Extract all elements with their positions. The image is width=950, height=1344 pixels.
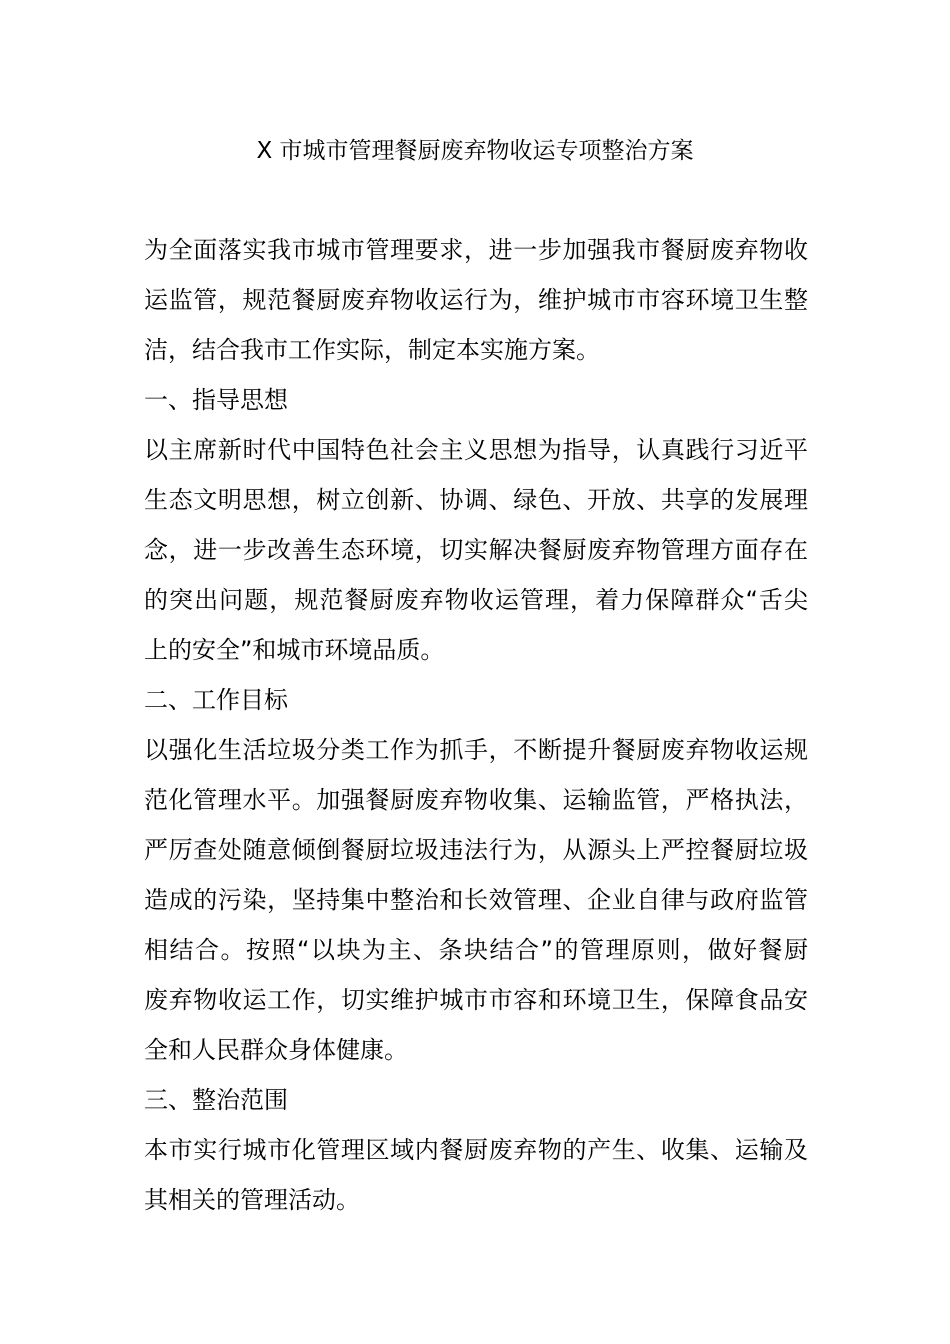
- paragraph-line: 为全面落实我市城市管理要求，进一步加强我市餐厨废弃物收: [144, 236, 808, 264]
- paragraph-line: 严厉查处随意倾倒餐厨垃圾违法行为，从源头上严控餐厨垃圾: [144, 836, 808, 864]
- paragraph-line: 洁，结合我市工作实际，制定本实施方案。: [144, 336, 600, 364]
- paragraph-line: 念，进一步改善生态环境，切实解决餐厨废弃物管理方面存在: [144, 536, 808, 564]
- paragraph-line: 全和人民群众身体健康。: [144, 1036, 408, 1064]
- section-heading-guiding-ideology: 一、指导思想: [144, 386, 288, 414]
- paragraph-line: 以主席新时代中国特色社会主义思想为指导，认真践行习近平: [144, 436, 808, 464]
- document-title: X 市城市管理餐厨废弃物收运专项整治方案: [256, 138, 694, 164]
- paragraph-line: 相结合。按照“以块为主、条块结合”的管理原则，做好餐厨: [144, 936, 808, 964]
- paragraph-line: 其相关的管理活动。: [144, 1186, 360, 1214]
- document-body: [144, 225, 808, 1225]
- paragraph-line: 的突出问题，规范餐厨废弃物收运管理，着力保障群众“舌尖: [144, 586, 808, 614]
- paragraph-line: 上的安全”和城市环境品质。: [144, 636, 445, 664]
- section-heading-scope: 三、整治范围: [144, 1086, 288, 1114]
- paragraph-line: 以强化生活垃圾分类工作为抓手，不断提升餐厨废弃物收运规: [144, 736, 808, 764]
- paragraph-line: 运监管，规范餐厨废弃物收运行为，维护城市市容环境卫生整: [144, 286, 808, 314]
- paragraph-line: 废弃物收运工作，切实维护城市市容和环境卫生，保障食品安: [144, 986, 808, 1014]
- section-heading-work-goals: 二、工作目标: [144, 686, 288, 714]
- paragraph-line: 范化管理水平。加强餐厨废弃物收集、运输监管，严格执法，: [144, 786, 808, 814]
- paragraph-line: 本市实行城市化管理区域内餐厨废弃物的产生、收集、运输及: [144, 1136, 808, 1164]
- paragraph-line: 造成的污染，坚持集中整治和长效管理、企业自律与政府监管: [144, 886, 808, 914]
- paragraph-line: 生态文明思想，树立创新、协调、绿色、开放、共享的发展理: [144, 486, 808, 514]
